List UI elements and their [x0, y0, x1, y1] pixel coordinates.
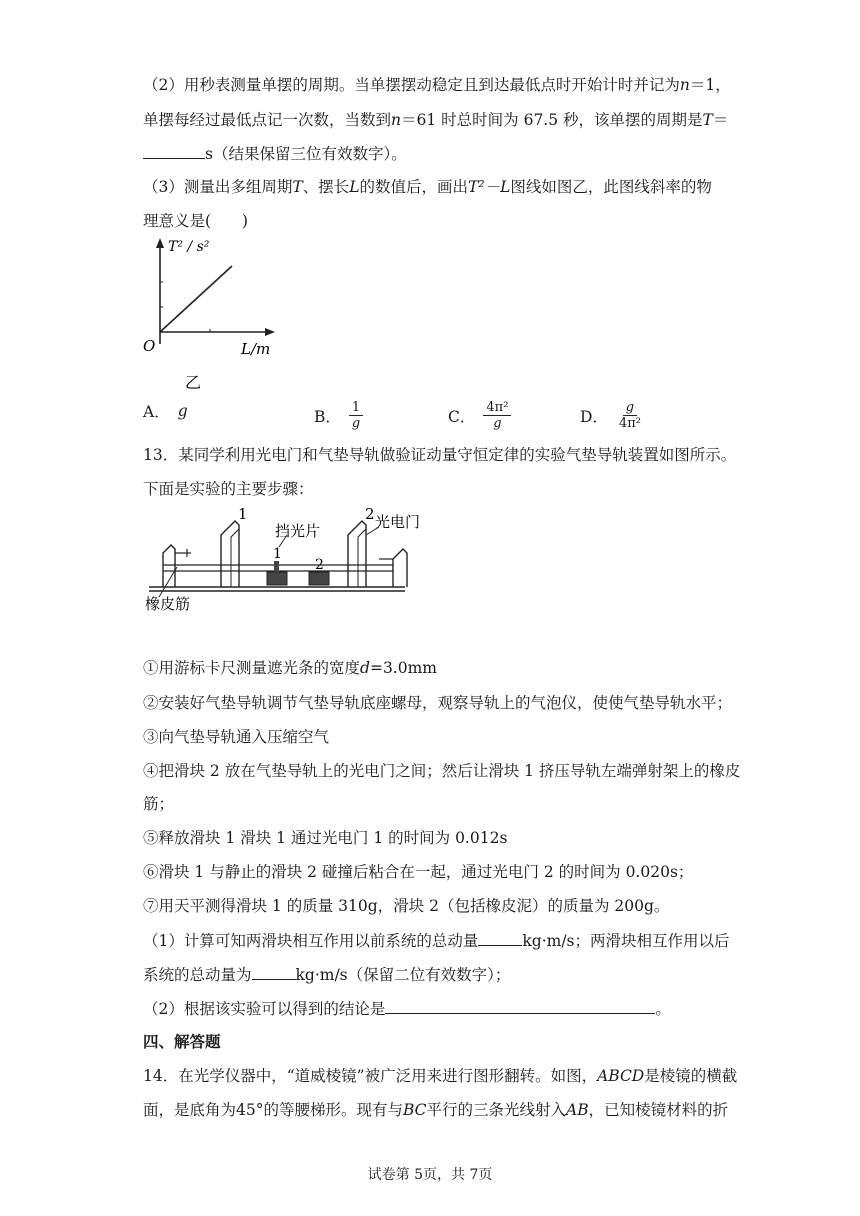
- option-c-fraction: $\frac{\text{4π²}}{g}$: [483, 400, 511, 431]
- rubber-band-label: 橡皮筋: [145, 595, 191, 613]
- q14-line1: 14．在光学仪器中，“道威棱镜”被广泛用来进行图形翻转。如图，ABCD是棱镜的横截: [143, 1067, 738, 1085]
- answer-blank-momentum-before[interactable]: [478, 929, 522, 946]
- q12-part3-line2: 理意义是( ): [143, 212, 249, 230]
- x-axis-arrow-icon: [265, 328, 275, 336]
- shading-plate: [274, 561, 279, 572]
- q12-part2-line3: s（结果保留三位有效数字）。: [143, 142, 407, 165]
- step-4-line2: 筋；: [143, 795, 175, 813]
- q13-sub2: （2）根据该实验可以得到的结论是 。: [143, 997, 671, 1020]
- air-track-apparatus: [143, 505, 421, 613]
- option-c[interactable]: C． $\frac{\text{4π²}}{g}$: [448, 400, 511, 431]
- graph-line: [160, 266, 232, 332]
- step-3: ③向气垫导轨通入压缩空气: [143, 728, 330, 746]
- q13-line1: 13．某同学利用光电门和气垫导轨做验证动量守恒定律的实验气垫导轨装置如图所示。: [143, 446, 737, 464]
- step-7: ⑦用天平测得滑块 1 的质量 310g，滑块 2（包括橡皮泥）的质量为 200g。: [143, 897, 670, 915]
- step-1: ①用游标卡尺测量遮光条的宽度d=3.0mm: [143, 659, 437, 677]
- option-d-fraction: $\frac{g}{\text{4π²}}$: [618, 400, 641, 431]
- slider-2-label: 2: [315, 557, 324, 573]
- step-4-line1: ④把滑块 2 放在气垫导轨上的光电门之间；然后让滑块 1 挤压导轨左端弹射架上的橡皮: [143, 762, 741, 780]
- option-d[interactable]: D． $\frac{g}{\text{4π²}}$: [580, 400, 644, 431]
- answer-blank-conclusion[interactable]: [385, 997, 655, 1014]
- photogate-1: [231, 529, 239, 587]
- slider-2: [309, 572, 329, 585]
- photogate-2: [358, 529, 366, 587]
- step-6: ⑥滑块 1 与静止的滑块 2 碰撞后粘合在一起，通过光电门 2 的时间为 0.020s；: [143, 863, 694, 881]
- answer-blank-period[interactable]: [143, 142, 205, 159]
- slider-1-label: 1: [273, 546, 282, 562]
- option-b[interactable]: B． $\frac{1}{g}$: [314, 400, 363, 431]
- x-axis-label: L/m: [241, 340, 271, 358]
- option-a[interactable]: A． g: [143, 402, 188, 421]
- option-b-fraction: $\frac{1}{g}$: [349, 400, 363, 431]
- q12-part3-line1: （3）测量出多组周期T、摆长L的数值后，画出T²－L图线如图乙，此图线斜率的物: [143, 178, 712, 196]
- section-heading: 四、解答题: [143, 1032, 221, 1051]
- step-2: ②安装好气垫导轨调节气垫导轨底座螺母，观察导轨上的气泡仪，使使气垫导轨水平；: [143, 694, 733, 712]
- origin-label: O: [143, 337, 156, 355]
- q13-line2: 下面是实验的主要步骤：: [143, 480, 314, 498]
- shade-label: 挡光片: [275, 522, 321, 540]
- t2-l-graph: [135, 232, 285, 394]
- photogate-1: [221, 521, 239, 587]
- graph-caption: 乙: [185, 373, 202, 392]
- photogate-2: [348, 521, 366, 587]
- right-end-stop: [393, 549, 407, 587]
- gate-1-label: 1: [238, 505, 248, 523]
- slider-1: [267, 572, 287, 585]
- answer-blank-momentum-after[interactable]: [252, 963, 296, 980]
- y-axis-arrow-icon: [156, 238, 164, 248]
- step-5: ⑤释放滑块 1 滑块 1 通过光电门 1 的时间为 0.012s: [143, 829, 508, 847]
- q14-line2: 面，是底角为45°的等腰梯形。现有与BC平行的三条光线射入AB，已知棱镜材料的折: [143, 1101, 729, 1119]
- gate-2-label: 2: [365, 505, 375, 523]
- q12-part2-line1: （2）用秒表测量单摆的周期。当单摆摆动稳定且到达最低点时开始计时并记为n＝1，: [143, 76, 731, 94]
- page-footer: 试卷第 5页，共 7页: [367, 1167, 493, 1183]
- q13-sub1-line2: 系统的总动量为 kg·m/s（保留二位有效数字）；: [143, 963, 510, 986]
- y-axis-label: T² / s²: [168, 239, 210, 255]
- q13-sub1-line1: （1）计算可知两滑块相互作用以前系统的总动量 kg·m/s；两滑块相互作用以后: [143, 929, 730, 952]
- gate-label: 光电门: [375, 513, 421, 531]
- q12-part2-line2: 单摆每经过最低点记一次数，当数到n＝61 时总时间为 67.5 秒，该单摆的周期是T＝: [143, 111, 729, 129]
